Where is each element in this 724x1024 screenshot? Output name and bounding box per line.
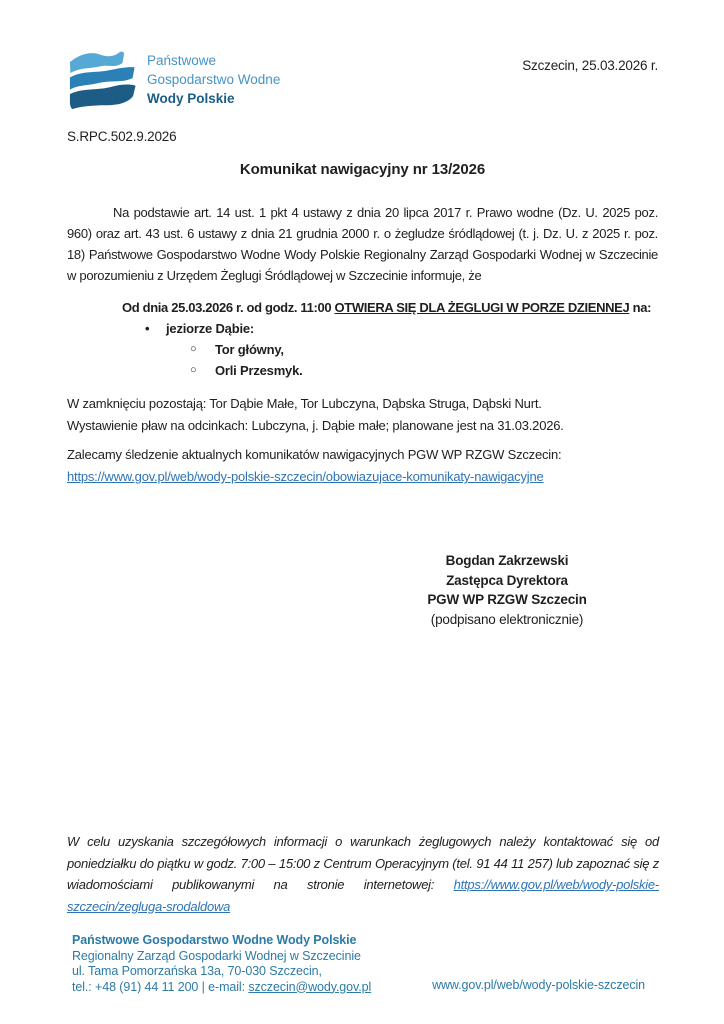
signatory-name: Bogdan Zakrzewski <box>445 553 569 568</box>
contact-info-paragraph <box>67 831 659 917</box>
bullet-icon: • <box>145 321 150 336</box>
footer-branch-name: Regionalny Zarząd Gospodarki Wodnej w Szczecinie <box>72 948 361 963</box>
logo-waves-icon <box>67 48 137 111</box>
footer-email-link[interactable]: szczecin@wody.gov.pl <box>248 979 372 994</box>
list-item <box>145 318 658 339</box>
document-title: Komunikat nawigacyjny nr 13/2026 <box>239 161 486 178</box>
logo-line-1: Państwowe <box>147 53 217 68</box>
city-date: Szczecin, 25.03.2026 r. <box>522 58 658 73</box>
signature-note: (podpisano elektronicznie) <box>430 611 584 627</box>
footer-address: ul. Tama Pomorzańska 13a, 70-030 Szczecin, <box>72 964 322 978</box>
footer-org-name: Państwowe Gospodarstwo Wodne Wody Polskie <box>72 933 357 947</box>
list-item-label: jeziorze Dąbie: <box>166 321 255 336</box>
document-header <box>67 48 658 111</box>
announcement-underlined: OTWIERA SIĘ DLA ŻEGLUGI W PORZE DZIENNEJ <box>334 300 630 315</box>
navigation-info-link[interactable]: https://www.gov.pl/web/wody-polskie-szczecin/zegluga-srodaldowa <box>67 877 659 914</box>
list-item-label: Tor główny, <box>215 342 284 357</box>
announcement-suffix: na: <box>629 300 652 315</box>
announcement-prefix: Od dnia 25.03.2026 r. od godz. 11:00 <box>122 300 335 315</box>
list-item <box>190 360 658 381</box>
closed-waters-line: W zamknięciu pozostają: Tor Dąbie Małe, Tor Lubczyna, Dąbska Struga, Dąbski Nurt. <box>67 396 542 411</box>
wody-polskie-logo <box>67 48 280 111</box>
contact-info-text: W celu uzyskania szczegółowych informacji o warunkach żeglugowych należy kontaktować się od poniedziałku do piątku w godz. 7:00 – 15:00 z Centrum Operacyjnym (tel. 91 44 11 257) lub zapoznać się z wiadomościami publikowanymi na stronie internetowej: <box>67 834 659 892</box>
communiques-link[interactable]: https://www.gov.pl/web/wody-polskie-szczecin/obowiazujace-komunikaty-nawigacyjne <box>67 469 544 484</box>
signature-block <box>357 551 657 629</box>
reference-number: S.RPC.502.9.2026 <box>67 129 177 144</box>
follow-communiques-line: Zalecamy śledzenie aktualnych komunikatów nawigacyjnych PGW WP RZGW Szczecin: <box>67 447 562 462</box>
circle-bullet-icon: ○ <box>190 364 197 376</box>
footer-website-link[interactable]: www.gov.pl/web/wody-polskie-szczecin <box>432 978 645 992</box>
footer-tel: tel.: +48 (91) 44 11 200 | e-mail: <box>72 979 249 994</box>
logo-wordmark <box>147 48 280 108</box>
list-item <box>190 339 658 360</box>
logo-line-2: Gospodarstwo Wodne <box>147 72 281 87</box>
signatory-role: Zastępca Dyrektora <box>446 572 568 588</box>
list-item-label: Orli Przesmyk. <box>215 363 303 378</box>
announcement-line <box>122 297 658 318</box>
signatory-org: PGW WP RZGW Szczecin <box>427 592 587 607</box>
logo-line-3: Wody Polskie <box>147 91 235 106</box>
buoys-line: Wystawienie pław na odcinkach: Lubczyna, j. Dąbie małe; planowane jest na 31.03.2026. <box>67 418 564 433</box>
legal-intro-paragraph: Na podstawie art. 14 ust. 1 pkt 4 ustawy z dnia 20 lipca 2017 r. Prawo wodne (Dz. U. 2025 poz. 960) oraz art. 43 ust. 6 ustawy z dnia 21 grudnia 2000 r. o żegludze śródlądowej (t. j. Dz. U. z 2025 r. poz. 18) Państwowe Gospodarstwo Wodne Wody Polskie Regionalny Zarząd Gospodarki Wodnej w Szczecinie w porozumieniu z Urzędem Żeglugi Śródlądowej w Szczecinie informuje, że <box>67 205 658 283</box>
footer <box>72 933 658 995</box>
circle-bullet-icon: ○ <box>190 343 197 355</box>
